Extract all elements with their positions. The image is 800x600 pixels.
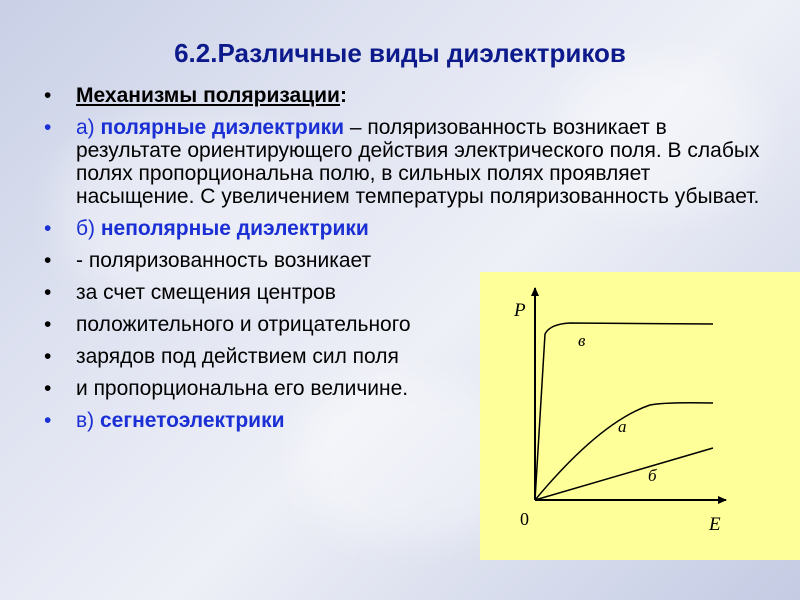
bullet-text: неполярные диэлектрики <box>100 217 369 240</box>
bullet-text: – поляризованность возникает в результате ориентирующего действия электрического поля. В слабых полях пропорциональна полю, в сильных полях проявляет насыщение. С увеличением температуры поляризованность убывает. <box>76 116 760 208</box>
curve-label-a: а <box>618 417 627 436</box>
bullet-item <box>44 84 764 107</box>
y-axis-label: P <box>514 300 526 321</box>
bullet-dot-icon: • <box>44 409 52 432</box>
bullet-item <box>44 249 764 272</box>
bullet-text: зарядов под действием сил поля <box>76 345 399 368</box>
curve-label-b: б <box>648 466 657 485</box>
bullet-dot-icon: • <box>44 217 52 240</box>
bullet-text: : <box>339 84 347 107</box>
slide-title: 6.2.Различные виды диэлектриков <box>174 38 626 68</box>
bullet-text: и пропорциональна его величине. <box>76 377 409 400</box>
bullet-text: полярные диэлектрики <box>100 116 345 139</box>
bullet-dot-icon: • <box>44 345 52 368</box>
bullet-text: б) <box>76 217 101 240</box>
bullet-text: за счет смещения центров <box>76 281 336 304</box>
bullet-dot-icon: • <box>44 377 52 400</box>
curve-b-nonpolar <box>535 448 713 500</box>
bullet-text: - поляризованность возникает <box>76 249 372 272</box>
curve-label-v: в <box>578 331 586 350</box>
bullet-dot-icon: • <box>44 313 52 336</box>
bullet-dot-icon: • <box>44 281 52 304</box>
bullet-dot-icon: • <box>44 116 52 139</box>
bullet-text: сегнетоэлектрики <box>99 409 285 432</box>
bullet-dot-icon: • <box>44 84 52 107</box>
bullet-item <box>44 116 764 208</box>
bullet-text: в) <box>76 409 100 432</box>
bullet-text: Механизмы поляризации <box>76 84 340 107</box>
bullet-text: положительного и отрицательного <box>76 313 411 336</box>
polarization-graph <box>480 272 800 560</box>
bullet-item <box>44 217 764 240</box>
bullet-text: а) <box>76 116 101 139</box>
bullet-dot-icon: • <box>44 249 52 272</box>
polarization-graph-panel <box>480 272 800 560</box>
x-axis-label: E <box>709 514 721 535</box>
origin-label: 0 <box>520 509 529 529</box>
